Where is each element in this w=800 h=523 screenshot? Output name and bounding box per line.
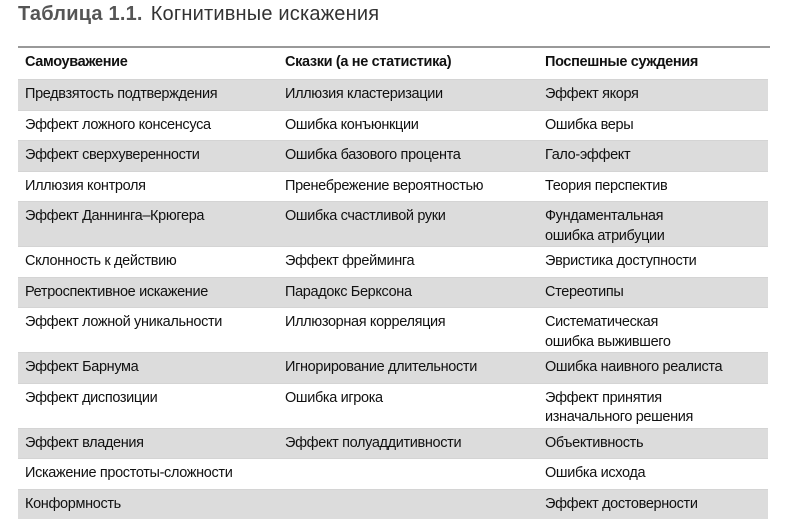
table-cell: Иллюзия кластеризации (278, 80, 538, 111)
table-cell: Стереотипы (538, 277, 768, 308)
table-cell: Эффект владения (18, 428, 278, 459)
column-header: Поспешные суждения (545, 54, 698, 70)
table-cell: Теория перспектив (538, 171, 768, 202)
table-cell: Эффект сверхуверенности (18, 141, 278, 172)
table-cell: Эффект якоря (538, 80, 768, 111)
table-row (18, 489, 768, 519)
table-row (18, 141, 768, 172)
table-row (18, 353, 768, 384)
column-header: Самоуважение (25, 54, 128, 70)
table-cell: Ошибка игрока (278, 383, 538, 428)
table-cell: Ошибка наивного реалиста (538, 353, 768, 384)
column-header: Сказки (а не статистика) (285, 54, 452, 70)
table-row (18, 171, 768, 202)
table-cell: Иллюзия контроля (18, 171, 278, 202)
cognitive-biases-table (18, 50, 768, 519)
table-row (18, 110, 768, 141)
table-row (18, 247, 768, 278)
table-cell: Эффект Барнума (18, 353, 278, 384)
table-row (18, 428, 768, 459)
table-cell: Гало-эффект (538, 141, 768, 172)
table-cell: Эффект фрейминга (278, 247, 538, 278)
table-cell: Иллюзорная корреляция (278, 308, 538, 353)
table-row (18, 80, 768, 111)
table-title: Когнитивные искажения (150, 3, 380, 25)
table-cell: Эффект Даннинга–Крюгера (18, 202, 278, 247)
table-cell: Ошибка конъюнкции (278, 110, 538, 141)
table-cell: Предвзятость подтверждения (18, 80, 278, 111)
table-cell: Искажение простоты-сложности (18, 459, 278, 490)
table-cell: Ошибка счастливой руки (278, 202, 538, 247)
table-row (18, 277, 768, 308)
table-row (18, 383, 768, 428)
table-cell: Эффект достоверности (538, 489, 768, 519)
table-cell: Ретроспективное искажение (18, 277, 278, 308)
table-cell: Ошибка исхода (538, 459, 768, 490)
table-cell: Эффект ложного консенсуса (18, 110, 278, 141)
table-cell: Эффект принятия изначального решения (538, 383, 768, 428)
table-cell: Эффект ложной уникальности (18, 308, 278, 353)
table-caption (18, 3, 379, 26)
table-cell: Склонность к действию (18, 247, 278, 278)
caption-divider (18, 46, 770, 48)
table-cell: Игнорирование длительности (278, 353, 538, 384)
table-cell: Конформность (18, 489, 278, 519)
table-number: Таблица 1.1. (18, 3, 143, 25)
table-row (18, 308, 768, 353)
table-header-row (18, 50, 768, 80)
table-cell: Ошибка веры (538, 110, 768, 141)
table-cell: Эффект диспозиции (18, 383, 278, 428)
table-row (18, 459, 768, 490)
table-cell (278, 489, 538, 519)
table-row (18, 202, 768, 247)
table-cell: Систематическая ошибка выжившего (538, 308, 768, 353)
table-cell: Эвристика доступности (538, 247, 768, 278)
table-cell: Эффект полуаддитивности (278, 428, 538, 459)
table-cell: Пренебрежение вероятностью (278, 171, 538, 202)
table-cell: Ошибка базового процента (278, 141, 538, 172)
table-cell: Парадокс Берксона (278, 277, 538, 308)
table-cell: Объективность (538, 428, 768, 459)
table-cell (278, 459, 538, 490)
table-cell: Фундаментальная ошибка атрибуции (538, 202, 768, 247)
